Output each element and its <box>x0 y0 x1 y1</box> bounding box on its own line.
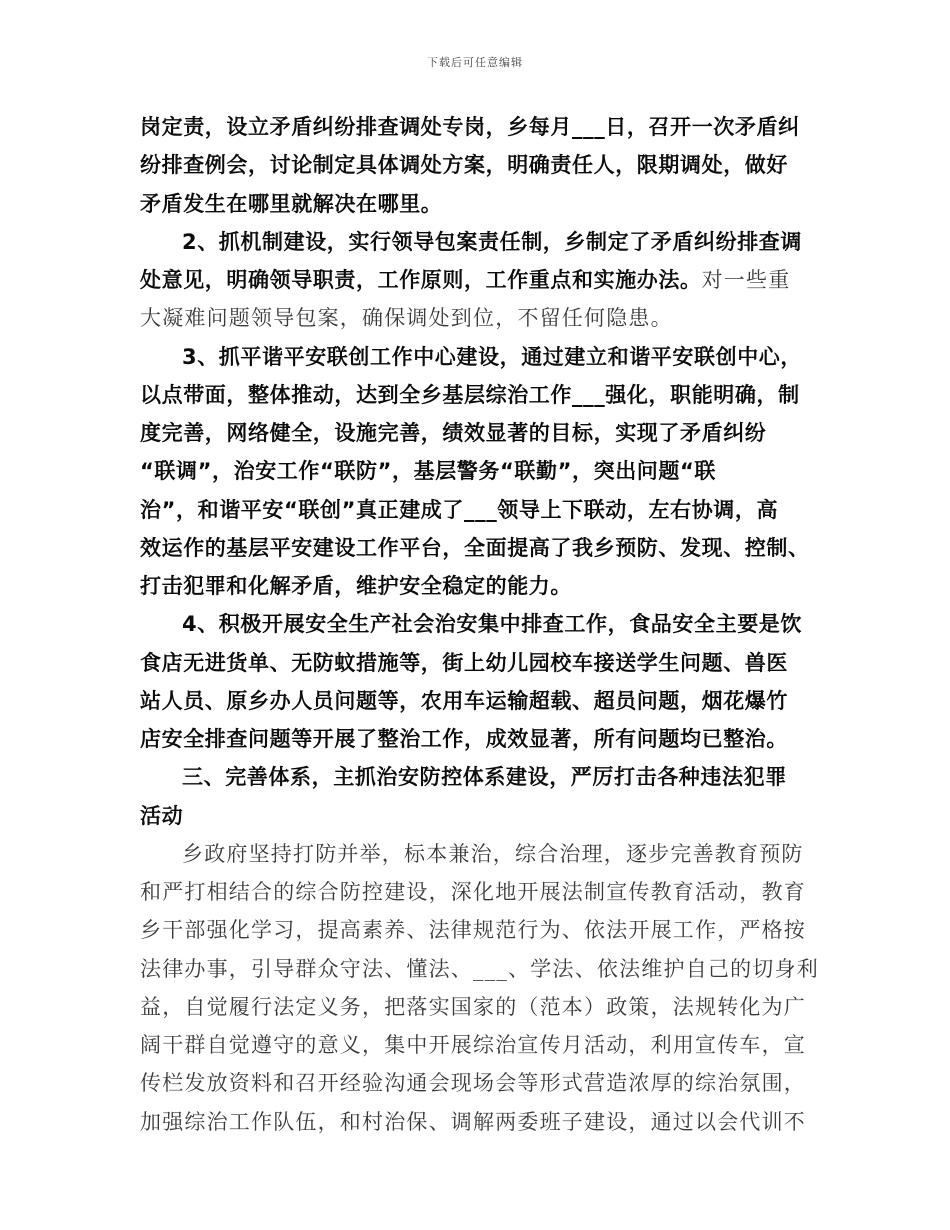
paragraph-2 <box>140 223 824 338</box>
text-line: 阔干群自觉遵守的意义，集中开展综治宣传月活动，利用宣传车，宣 <box>140 1033 806 1057</box>
paragraph-3 <box>140 338 824 606</box>
text-line: 效运作的基层平安建设工作平台，全面提高了我乡预防、发现、控制、 <box>140 535 810 560</box>
paragraph-1 <box>140 108 824 223</box>
section-heading <box>140 758 824 835</box>
text-line: 大凝难问题领导包案，确保调处到位，不留任何隐患。 <box>140 306 673 331</box>
text-line: “联调”，治安工作“联防”，基层警务“联勤”，突出问题“联 <box>140 459 717 484</box>
text-line: 益，自觉履行法定义务，把落实国家的（范本）政策，法规转化为广 <box>140 994 806 1019</box>
text-line: 4、积极开展安全生产社会治安集中排查工作，食品安全主要是饮 <box>182 612 803 637</box>
text-line: 2、抓机制建设，实行领导包案责任制，乡制定了矛盾纠纷排查调 <box>182 229 803 254</box>
text-line: 站人员、原乡办人员问题等，农用车运输超载、超员问题，烟花爆竹 <box>140 688 788 713</box>
text-line-mixed <box>140 261 824 299</box>
text-line: 度完善，网络健全，设施完善，绩效显著的目标，实现了矛盾纠纷 <box>140 421 767 445</box>
text-line: 乡干部强化学习，提高素养、法律规范行为、依法开展工作，严格按 <box>140 918 806 943</box>
text-line: 和严打相结合的综合防控建设，深化地开展法制宣传教育活动，教育 <box>140 880 806 904</box>
text-line: 矛盾发生在哪里就解决在哪里。 <box>140 191 443 216</box>
text-line: 法律办事，引导群众守法、懂法、___、学法、依法维护自己的切身利 <box>140 956 819 981</box>
text-line: 以点带面，整体推动，达到全乡基层综治工作___强化，职能明确，制 <box>140 382 800 407</box>
document-body <box>140 108 824 1141</box>
text-segment-bold: 处意见，明确领导职责，工作原则，工作重点和实施办法。 <box>140 268 702 292</box>
paragraph-6 <box>140 835 824 1141</box>
paragraph-4 <box>140 605 824 758</box>
text-line: 食店无进货单、无防蚊措施等，街上幼儿园校车接送学生问题、兽医 <box>140 650 788 675</box>
text-line: 三、完善体系，主抓治安防控体系建设，严厉打击各种违法犯罪 <box>182 765 787 790</box>
text-line: 3、抓平谐平安联创工作中心建设，通过建立和谐平安联创中心， <box>182 344 803 369</box>
text-line: 岗定责，设立矛盾纠纷排查调处专岗，乡每月___日，召开一次矛盾纠 <box>140 115 800 139</box>
text-line: 纷排查例会，讨论制定具体调处方案，明确责任人，限期调处，做好 <box>140 153 788 178</box>
text-line: 加强综治工作队伍，和村治保、调解两委班子建设，通过以会代训不 <box>140 1109 806 1134</box>
page-header: 下载后可任意编辑 <box>427 56 523 69</box>
text-line: 打击犯罪和化解矛盾，维护安全稳定的能力。 <box>140 574 572 598</box>
text-segment-light: 对一些重 <box>701 268 791 292</box>
text-line: 活动 <box>140 803 184 828</box>
text-line: 乡政府坚持打防并举，标本兼治，综合治理，逐步完善教育预防 <box>182 841 804 866</box>
text-line: 店安全排查问题等开展了整治工作，成效显著，所有问题均已整治。 <box>140 727 788 751</box>
text-line: 治”，和谐平安“联创”真正建成了___领导上下联动，左右协调，高 <box>140 497 779 522</box>
text-line: 传栏发放资料和召开经验沟通会现场会等形式营造浓厚的综治氛围， <box>140 1071 806 1096</box>
